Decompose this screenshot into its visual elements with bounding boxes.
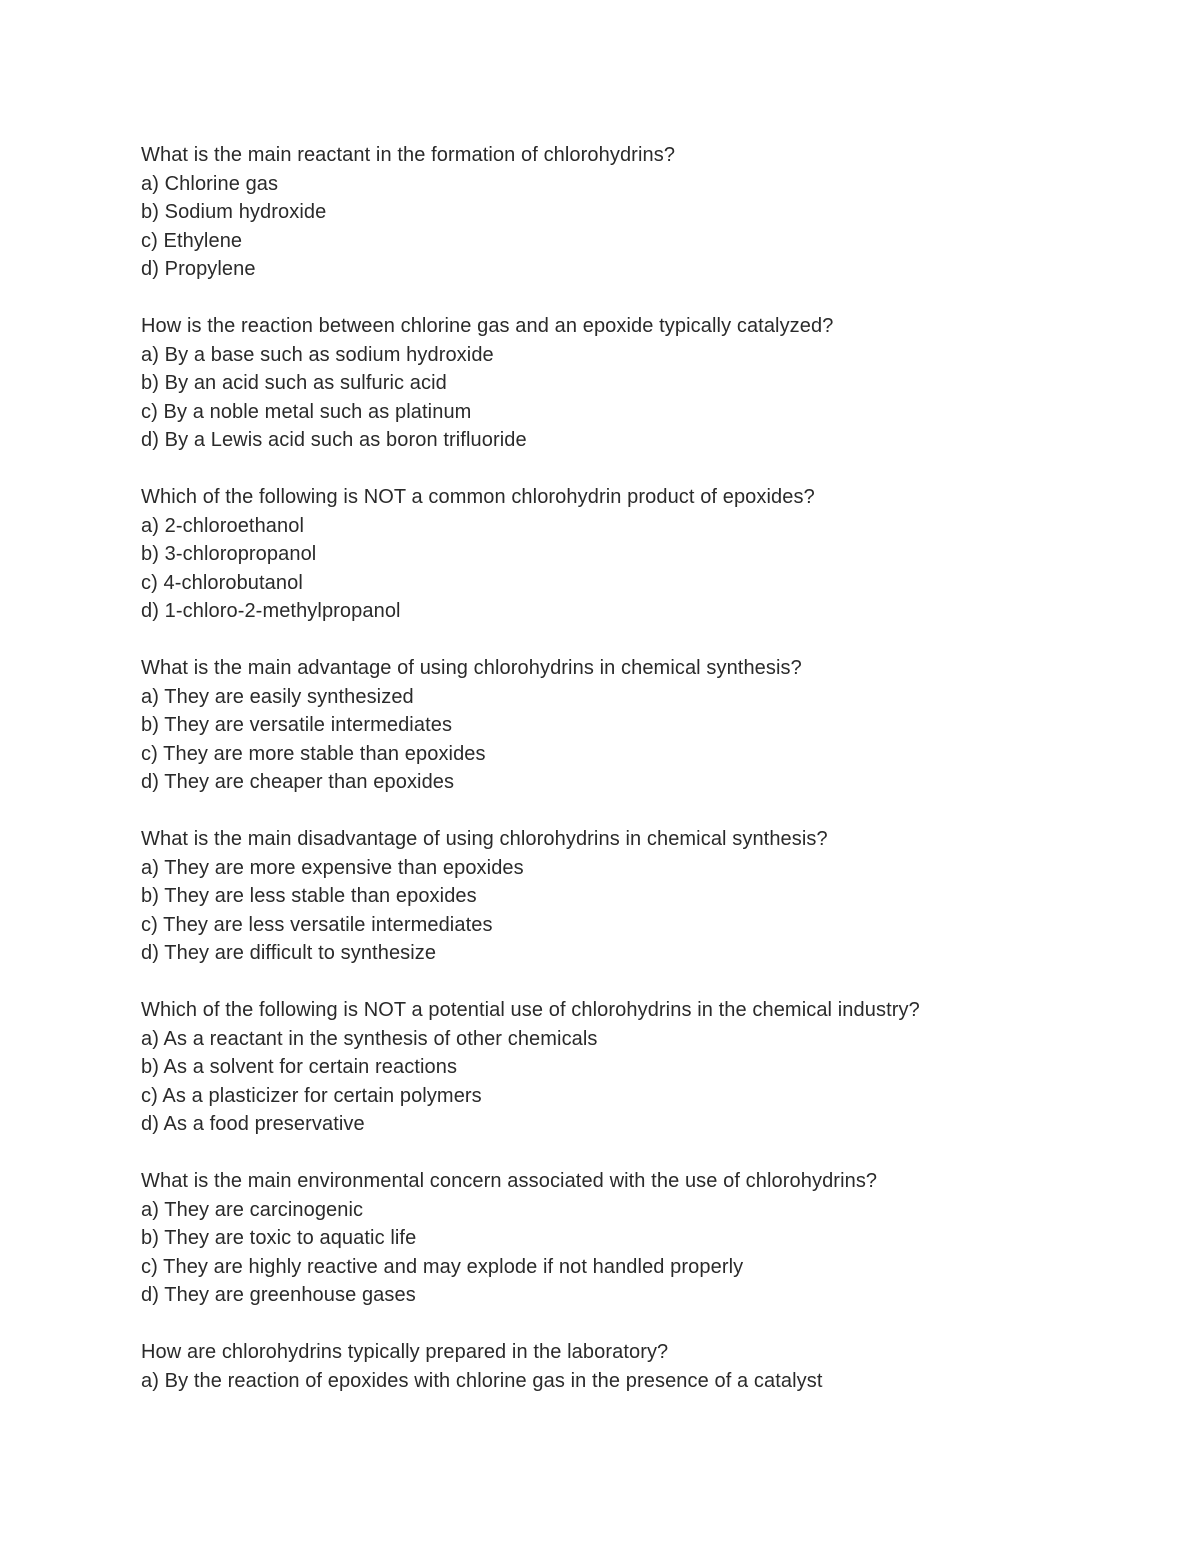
- answer-option: b) 3-chloropropanol: [141, 543, 317, 565]
- answer-option: d) 1-chloro-2-methylpropanol: [141, 600, 401, 622]
- question-2: [141, 312, 1141, 455]
- answer-option: d) They are greenhouse gases: [141, 1284, 416, 1306]
- answer-option: d) By a Lewis acid such as boron trifluoride: [141, 429, 527, 451]
- question-3: [141, 483, 1141, 626]
- question-text: How are chlorohydrins typically prepared in the laboratory?: [141, 1341, 669, 1363]
- answer-option: a) They are easily synthesized: [141, 685, 414, 708]
- answer-option: c) By a noble metal such as platinum: [141, 400, 472, 423]
- question-5: [141, 825, 1141, 968]
- answer-option: d) As a food preservative: [141, 1113, 365, 1135]
- answer-option: b) By an acid such as sulfuric acid: [141, 372, 447, 394]
- answer-option: c) They are less versatile intermediates: [141, 913, 493, 936]
- answer-option: d) Propylene: [141, 258, 256, 280]
- question-text: What is the main reactant in the formation of chlorohydrins?: [141, 144, 676, 166]
- answer-option: c) They are more stable than epoxides: [141, 742, 486, 765]
- question-text: Which of the following is NOT a potential use of chlorohydrins in the chemical industry?: [141, 999, 920, 1021]
- answer-option: b) They are toxic to aquatic life: [141, 1227, 417, 1249]
- question-6: [141, 996, 1141, 1139]
- answer-option: a) They are carcinogenic: [141, 1198, 364, 1221]
- question-4: [141, 654, 1141, 797]
- answer-option: c) Ethylene: [141, 229, 243, 252]
- question-text: How is the reaction between chlorine gas and an epoxide typically catalyzed?: [141, 315, 834, 337]
- answer-option: a) By the reaction of epoxides with chlorine gas in the presence of a catalyst: [141, 1369, 823, 1392]
- question-text: What is the main disadvantage of using chlorohydrins in chemical synthesis?: [141, 828, 828, 850]
- answer-option: b) As a solvent for certain reactions: [141, 1056, 458, 1078]
- answer-option: d) They are cheaper than epoxides: [141, 771, 455, 793]
- answer-option: c) As a plasticizer for certain polymers: [141, 1084, 482, 1107]
- answer-option: a) As a reactant in the synthesis of other chemicals: [141, 1027, 598, 1050]
- question-text: Which of the following is NOT a common chlorohydrin product of epoxides?: [141, 486, 815, 508]
- answer-option: b) They are versatile intermediates: [141, 714, 453, 736]
- answer-option: a) By a base such as sodium hydroxide: [141, 343, 494, 366]
- answer-option: a) They are more expensive than epoxides: [141, 856, 524, 879]
- question-text: What is the main environmental concern associated with the use of chlorohydrins?: [141, 1170, 878, 1192]
- question-text: What is the main advantage of using chlorohydrins in chemical synthesis?: [141, 657, 802, 679]
- answer-option: b) Sodium hydroxide: [141, 201, 327, 223]
- question-list: [141, 141, 1141, 1424]
- answer-option: b) They are less stable than epoxides: [141, 885, 477, 907]
- question-7: [141, 1167, 1141, 1310]
- question-1: [141, 141, 1141, 284]
- answer-option: d) They are difficult to synthesize: [141, 942, 437, 964]
- answer-option: c) 4-chlorobutanol: [141, 571, 303, 594]
- answer-option: a) 2-chloroethanol: [141, 514, 305, 537]
- answer-option: a) Chlorine gas: [141, 172, 279, 195]
- answer-option: c) They are highly reactive and may explode if not handled properly: [141, 1255, 744, 1278]
- question-8: [141, 1338, 1141, 1395]
